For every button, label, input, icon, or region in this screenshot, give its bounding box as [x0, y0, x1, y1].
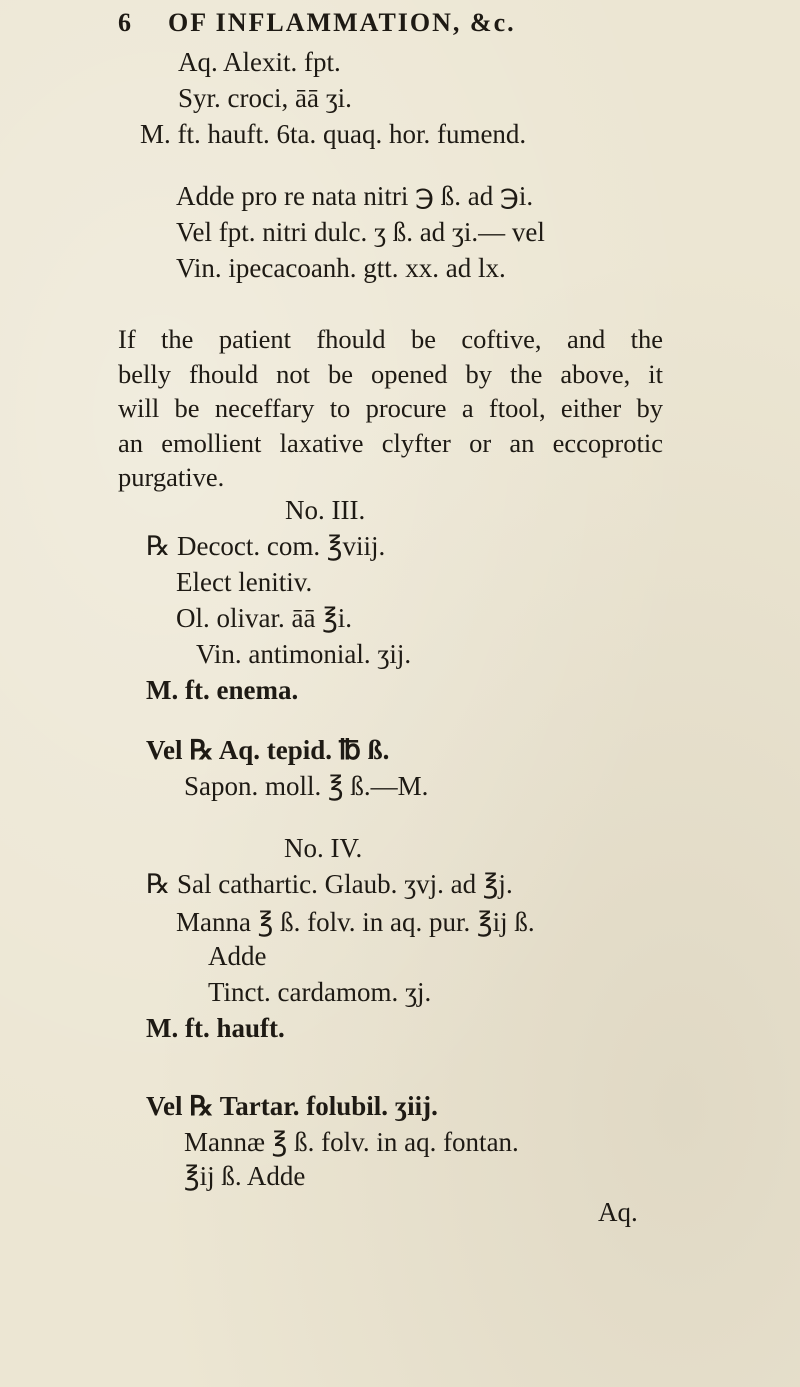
recipe-line: Vel ℞ Tartar. folubil. ʒiij.: [146, 1091, 438, 1121]
recipe-line: Manna ℥ ß. folv. in aq. pur. ℥ij ß.: [176, 907, 535, 937]
adde-line: Vel fpt. nitri dulc. ʒ ß. ad ʒi.— vel: [176, 217, 545, 247]
recipe-line: Mannæ ℥ ß. folv. in aq. fontan.: [184, 1127, 519, 1157]
paragraph-line: an emollient laxative clyfter or an eccoprotic: [118, 427, 663, 458]
recipe-line: Vel ℞ Aq. tepid. ℔ ß.: [146, 735, 390, 765]
body-paragraph: [118, 322, 663, 495]
recipe-line: Sapon. moll. ℥ ß.—M.: [184, 771, 429, 801]
adde-line: Adde pro re nata nitri ℈ ß. ad ℈i.: [176, 181, 534, 211]
paragraph-line: If the patient fhould be coftive, and the: [118, 324, 663, 354]
recipe-line: M. ft. hauft. 6ta. quaq. hor. fumend.: [140, 119, 527, 149]
recipe-line: Elect lenitiv.: [176, 567, 313, 597]
recipe-line: ℞ Sal cathartic. Glaub. ʒvj. ad ℥j.: [146, 869, 513, 899]
catchword: Aq.: [598, 1197, 638, 1227]
recipe-line: Tinct. cardamom. ʒj.: [208, 977, 432, 1007]
recipe-line: Vin. antimonial. ʒij.: [196, 639, 412, 669]
recipe-line: Ol. olivar. āā ℥i.: [176, 603, 353, 633]
paragraph-line: will be neceffary to procure a ftool, either by: [118, 393, 663, 423]
recipe-line: Aq. Alexit. fpt.: [178, 47, 341, 77]
running-head: [0, 6, 800, 50]
paragraph-line: belly fhould not be opened by the above, it: [118, 358, 663, 389]
adde-line: Vin. ipecacoanh. gtt. xx. ad lx.: [176, 253, 506, 283]
recipe-line: Adde: [208, 941, 267, 971]
recipe-number: No. IV.: [284, 833, 363, 863]
paragraph-line: purgative.: [118, 462, 225, 492]
running-head-title: OF INFLAMMATION, &c.: [168, 8, 516, 37]
recipe-number: No. III.: [285, 495, 366, 525]
recipe-line: M. ft. enema.: [146, 675, 299, 705]
recipe-line: Syr. croci, āā ʒi.: [178, 83, 352, 113]
page-number: 6: [118, 8, 131, 37]
recipe-line: M. ft. hauft.: [146, 1013, 285, 1043]
recipe-line: ℥ij ß. Adde: [184, 1161, 306, 1191]
recipe-line: ℞ Decoct. com. ℥viij.: [146, 531, 386, 561]
